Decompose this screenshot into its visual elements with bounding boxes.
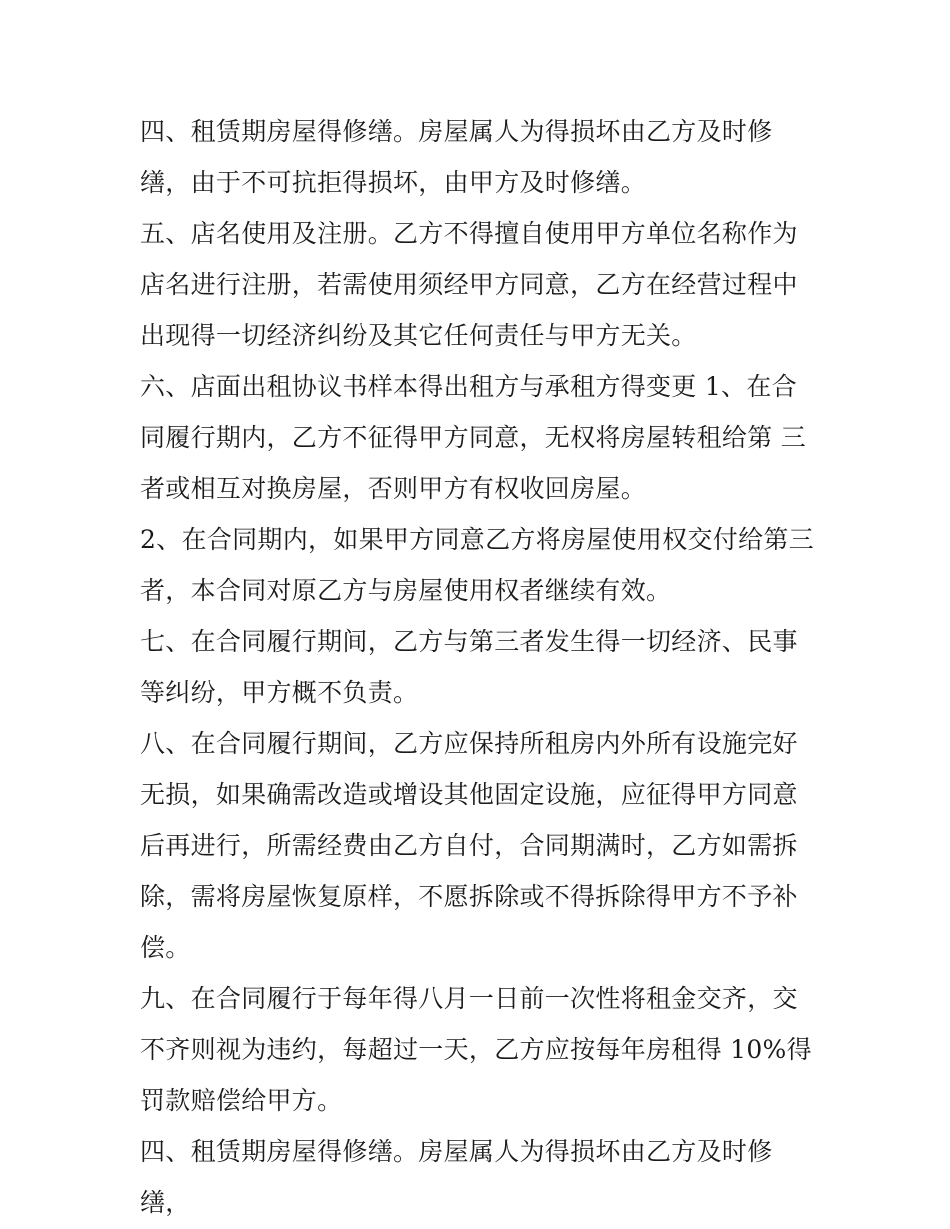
document-body <box>140 106 820 1228</box>
paragraph-clause-4: 四、租赁期房屋得修缮。房屋属人为得损坏由乙方及时修缮，由于不可抗拒得损坏，由甲方及时修缮。 <box>140 117 773 197</box>
paragraph-clause-6-item-2: 2、在合同期内，如果甲方同意乙方将房屋使用权交付给第三者，本合同对原乙方与房屋使用权者继续有效。 <box>140 525 815 605</box>
paragraph-clause-6: 六、店面出租协议书样本得出租方与承租方得变更 1、在合同履行期内，乙方不征得甲方同意，无权将房屋转租给第 三者或相互对换房屋，否则甲方有权收回房屋。 <box>140 372 807 503</box>
paragraph-clause-8: 八、在合同履行期间，乙方应保持所租房内外所有设施完好无损，如果确需改造或增设其他固定设施，应征得甲方同意后再进行，所需经费由乙方自付，合同期满时，乙方如需拆除，需将房屋恢复原样，不愿拆除或不得拆除得甲方不予补偿。 <box>140 729 798 962</box>
paragraph-clause-5: 五、店名使用及注册。乙方不得擅自使用甲方单位名称作为店名进行注册，若需使用须经甲方同意，乙方在经营过程中出现得一切经济纠纷及其它任何责任与甲方无关。 <box>140 219 798 350</box>
paragraph-clause-4-repeat: 四、租赁期房屋得修缮。房屋属人为得损坏由乙方及时修缮， <box>140 1137 773 1217</box>
paragraph-clause-7: 七、在合同履行期间，乙方与第三者发生得一切经济、民事等纠纷，甲方概不负责。 <box>140 627 798 707</box>
paragraph-clause-9: 九、在合同履行于每年得八月一日前一次性将租金交齐，交不齐则视为违约，每超过一天，乙方应按每年房租得 10%得罚款赔偿给甲方。 <box>140 984 812 1115</box>
